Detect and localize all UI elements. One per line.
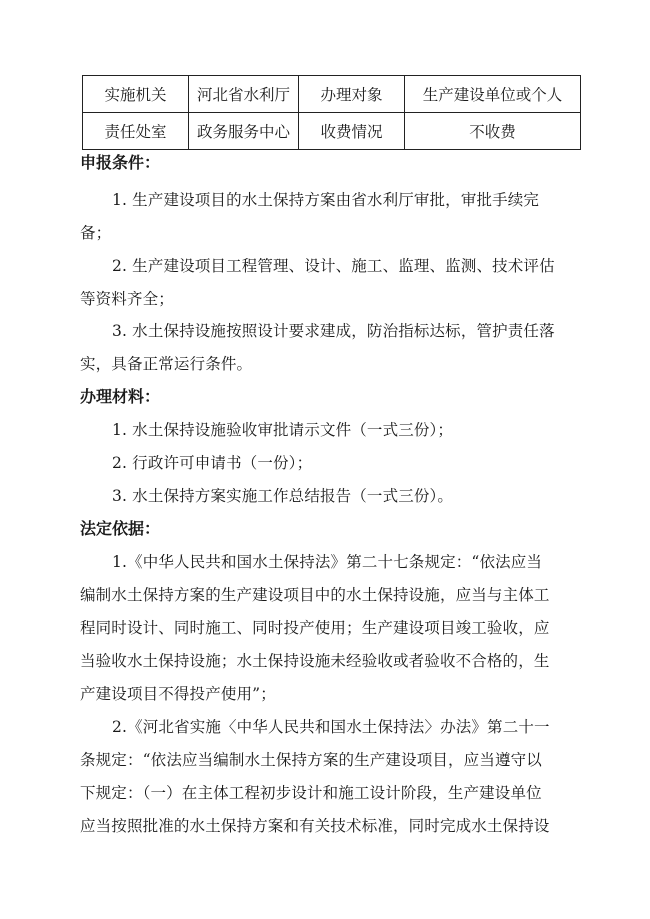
text-line: 等资料齐全； — [80, 290, 174, 308]
table-cell: 河北省水利厅 — [189, 76, 299, 113]
text-line: 实，具备正常运行条件。 — [80, 355, 253, 373]
table-cell: 收费情况 — [299, 113, 405, 150]
info-table — [82, 75, 581, 150]
text-line: 编制水土保持方案的生产建设项目中的水土保持设施，应当与主体工 — [80, 586, 550, 604]
text-line: 3. 水土保持方案实施工作总结报告（一式三份）。 — [112, 487, 454, 505]
text-line: 2. 行政许可申请书（一份）； — [112, 454, 313, 472]
text-line: 2. 生产建设项目工程管理、设计、施工、监理、监测、技术评估 — [112, 257, 555, 275]
table-cell: 生产建设单位或个人 — [405, 76, 581, 113]
table-row — [83, 76, 581, 113]
table-cell: 责任处室 — [83, 113, 189, 150]
text-line: 条规定：“依法应当编制水土保持方案的生产建设项目，应当遵守以 — [80, 751, 542, 769]
section-heading-materials: 办理材料： — [80, 387, 161, 406]
table-cell: 政务服务中心 — [189, 113, 299, 150]
section-heading-conditions: 申报条件： — [80, 153, 161, 172]
text-line: 1.《中华人民共和国水土保持法》第二十七条规定：“依法应当 — [112, 553, 543, 571]
text-line: 应当按照批准的水土保持方案和有关技术标准，同时完成水土保持设 — [80, 817, 550, 835]
text-line: 1. 水土保持设施验收审批请示文件（一式三份）； — [112, 421, 454, 439]
table-cell: 实施机关 — [83, 76, 189, 113]
text-line: 当验收水土保持设施；水土保持设施未经验收或者验收不合格的，生 — [80, 652, 550, 670]
text-line: 3. 水土保持设施按照设计要求建成，防治指标达标，管护责任落 — [112, 322, 555, 340]
section-heading-basis: 法定依据： — [80, 519, 161, 538]
text-line: 程同时设计、同时施工、同时投产使用；生产建设项目竣工验收，应 — [80, 619, 550, 637]
table-cell: 不收费 — [405, 113, 581, 150]
table-row — [83, 113, 581, 150]
text-line: 备； — [80, 224, 112, 242]
text-line: 产建设项目不得投产使用”； — [80, 685, 276, 703]
text-line: 2.《河北省实施〈中华人民共和国水土保持法〉办法》第二十一 — [112, 718, 550, 736]
text-line: 1. 生产建设项目的水土保持方案由省水利厅审批，审批手续完 — [112, 191, 540, 209]
table-cell: 办理对象 — [299, 76, 405, 113]
text-line: 下规定：（一）在主体工程初步设计和施工设计阶段，生产建设单位 — [80, 784, 542, 802]
